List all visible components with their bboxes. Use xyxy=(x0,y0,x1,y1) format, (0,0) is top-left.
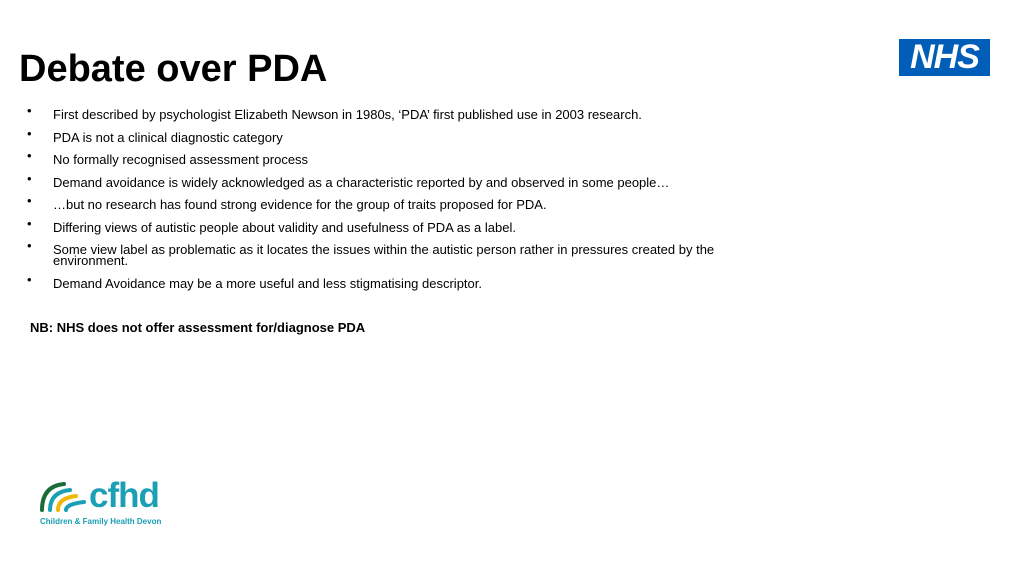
bullet-text: Some view label as problematic as it locates the issues within the autistic person rather in pressures created by the environment. xyxy=(53,242,715,268)
bullet-text: PDA is not a clinical diagnostic category xyxy=(53,129,283,145)
slide-title: Debate over PDA xyxy=(19,48,328,90)
bullet-dot: • xyxy=(27,103,32,118)
cfhd-logo-text: cfhd xyxy=(89,476,159,515)
bullet-text: First described by psychologist Elizabeth Newson in 1980s, ‘PDA’ first published use in 2003 research. xyxy=(53,107,642,122)
cfhd-arcs-icon xyxy=(40,480,88,512)
bullet-item xyxy=(25,103,725,122)
cfhd-logo-subtitle: Children & Family Health Devon xyxy=(40,517,162,526)
bullet-item xyxy=(25,170,725,190)
bullet-text: Differing views of autistic people about validity and usefulness of PDA as a label. xyxy=(53,219,516,235)
bullet-dot: • xyxy=(27,215,32,231)
bullet-item xyxy=(25,271,725,291)
bullet-item xyxy=(25,238,725,268)
nb-note: NB: NHS does not offer assessment for/diagnose PDA xyxy=(30,320,366,335)
bullet-item xyxy=(25,215,725,235)
bullet-text: Demand avoidance is widely acknowledged as a characteristic reported by and observed in some people… xyxy=(53,174,670,190)
bullet-list xyxy=(25,103,725,298)
bullet-dot: • xyxy=(27,238,32,253)
bullet-text: No formally recognised assessment process xyxy=(53,152,309,167)
nhs-logo-text: NHS xyxy=(910,38,979,76)
bullet-dot: • xyxy=(27,170,32,186)
bullet-dot: • xyxy=(27,193,32,208)
bullet-item xyxy=(25,193,725,212)
bullet-dot: • xyxy=(27,271,32,287)
cfhd-logo xyxy=(40,478,180,530)
bullet-dot: • xyxy=(27,125,32,141)
bullet-dot: • xyxy=(27,148,32,163)
bullet-text: …but no research has found strong evidence for the group of traits proposed for PDA. xyxy=(53,197,547,212)
bullet-item xyxy=(25,125,725,145)
bullet-item xyxy=(25,148,725,167)
nhs-logo xyxy=(899,39,990,76)
bullet-text: Demand Avoidance may be a more useful and less stigmatising descriptor. xyxy=(53,275,482,291)
